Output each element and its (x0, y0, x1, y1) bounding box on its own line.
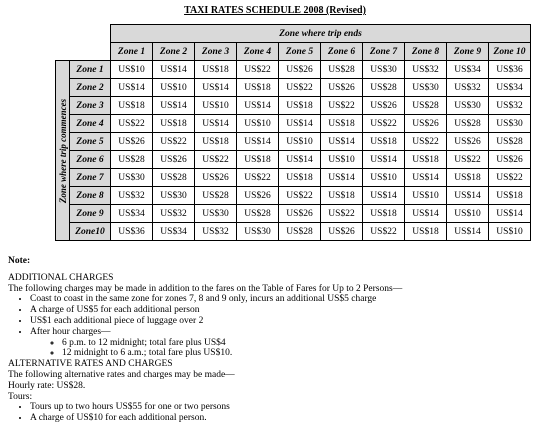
fare-cell: US$34 (489, 79, 531, 97)
row-header: Zone 6 (70, 151, 111, 169)
fare-cell: US$10 (111, 61, 153, 79)
fare-cell: US$22 (237, 61, 279, 79)
fare-cell: US$10 (321, 151, 363, 169)
fare-cell: US$10 (405, 187, 447, 205)
fare-cell: US$28 (447, 115, 489, 133)
fare-cell: US$30 (405, 79, 447, 97)
fare-cell: US$30 (195, 205, 237, 223)
fare-cell: US$22 (153, 133, 195, 151)
fare-cell: US$14 (363, 151, 405, 169)
fare-cell: US$14 (237, 133, 279, 151)
fare-cell: US$14 (279, 115, 321, 133)
fare-cell: US$26 (111, 133, 153, 151)
start-zone-header (56, 61, 70, 241)
fare-cell: US$14 (195, 79, 237, 97)
fare-cell: US$34 (447, 61, 489, 79)
table-row (56, 79, 531, 97)
fare-cell: US$18 (321, 187, 363, 205)
fare-cell: US$14 (363, 187, 405, 205)
start-zone-label: Zone where trip commences (57, 98, 68, 203)
fare-cell: US$14 (111, 79, 153, 97)
tours-label: Tours: (8, 391, 33, 402)
fare-cell: US$14 (447, 223, 489, 241)
fare-cell: US$26 (237, 187, 279, 205)
fare-cell: US$18 (405, 223, 447, 241)
fare-cell: US$14 (405, 169, 447, 187)
fare-cell: US$32 (405, 61, 447, 79)
fare-cell: US$14 (195, 115, 237, 133)
fare-cell: US$10 (237, 115, 279, 133)
fare-cell: US$22 (405, 133, 447, 151)
table-row (56, 205, 531, 223)
fare-cell: US$14 (321, 133, 363, 151)
column-header: Zone 5 (279, 43, 321, 61)
fare-cell: US$22 (279, 79, 321, 97)
fare-cell: US$28 (363, 79, 405, 97)
fare-cell: US$36 (489, 61, 531, 79)
fare-cell: US$28 (321, 61, 363, 79)
fare-cell: US$14 (405, 205, 447, 223)
fare-cell: US$28 (405, 97, 447, 115)
note-label: Note: (8, 256, 31, 266)
fare-cell: US$22 (447, 151, 489, 169)
fare-table (55, 24, 531, 241)
fare-cell: US$26 (279, 61, 321, 79)
table-corner (70, 25, 111, 43)
fare-cell: US$14 (279, 151, 321, 169)
fare-cell: US$30 (237, 223, 279, 241)
fare-cell: US$30 (363, 61, 405, 79)
column-header: Zone 2 (153, 43, 195, 61)
fare-cell: US$30 (153, 187, 195, 205)
fare-cell: US$10 (489, 223, 531, 241)
fare-cell: US$32 (153, 205, 195, 223)
fare-cell: US$32 (195, 223, 237, 241)
fare-cell: US$26 (363, 97, 405, 115)
table-corner (56, 43, 70, 61)
fare-cell: US$18 (195, 133, 237, 151)
fare-cell: US$22 (111, 115, 153, 133)
list-item: • US$1 each additional piece of luggage over 2 (30, 316, 548, 327)
fare-cell: US$26 (321, 79, 363, 97)
fare-cell: US$32 (447, 79, 489, 97)
fare-cell: US$14 (153, 61, 195, 79)
row-header: Zone 9 (70, 205, 111, 223)
fare-cell: US$28 (111, 151, 153, 169)
fare-cell: US$26 (279, 205, 321, 223)
tours-list (8, 402, 548, 424)
row-header: Zone 2 (70, 79, 111, 97)
fare-cell: US$26 (447, 133, 489, 151)
end-zone-header: Zone where trip ends (111, 25, 531, 43)
table-row (56, 97, 531, 115)
fare-cell: US$30 (447, 97, 489, 115)
fare-cell: US$28 (489, 133, 531, 151)
fare-cell: US$28 (237, 205, 279, 223)
fare-cell: US$18 (279, 169, 321, 187)
after-hour-list (30, 338, 548, 360)
alternative-rates-intro: The following alternative rates and charges may be made— (8, 369, 235, 380)
fare-cell: US$18 (153, 115, 195, 133)
fare-cell: US$18 (363, 133, 405, 151)
list-item (30, 327, 548, 359)
alternative-rates-heading: ALTERNATIVE RATES AND CHARGES (8, 359, 173, 370)
list-item: ◦ 6 p.m. to 12 midnight; total fare plus US$4 (62, 338, 548, 349)
fare-cell: US$10 (447, 205, 489, 223)
column-header: Zone 6 (321, 43, 363, 61)
fare-cell: US$10 (195, 97, 237, 115)
fare-cell: US$26 (153, 151, 195, 169)
additional-charges-list (8, 294, 548, 359)
table-row (56, 151, 531, 169)
table-row (56, 133, 531, 151)
fare-cell: US$14 (321, 169, 363, 187)
fare-cell: US$26 (489, 151, 531, 169)
fare-cell: US$18 (321, 115, 363, 133)
fare-cell: US$22 (279, 187, 321, 205)
fare-cell: US$18 (489, 187, 531, 205)
column-header: Zone 7 (363, 43, 405, 61)
table-row (56, 115, 531, 133)
fare-cell: US$28 (279, 223, 321, 241)
list-item: • A charge of US$5 for each additional person (30, 305, 548, 316)
fare-cell: US$14 (237, 97, 279, 115)
fare-cell: US$18 (195, 61, 237, 79)
fare-cell: US$26 (195, 169, 237, 187)
fare-cell: US$22 (195, 151, 237, 169)
document-title: TAXI RATES SCHEDULE 2008 (Revised) (184, 5, 366, 16)
fare-cell: US$36 (111, 223, 153, 241)
fare-cell: US$32 (489, 97, 531, 115)
row-header: Zone10 (70, 223, 111, 241)
table-row (56, 223, 531, 241)
table-row (56, 169, 531, 187)
fare-cell: US$18 (363, 205, 405, 223)
fare-cell: US$22 (363, 115, 405, 133)
fare-cell: US$22 (237, 169, 279, 187)
fare-cell: US$18 (279, 97, 321, 115)
additional-charges-heading: ADDITIONAL CHARGES (8, 272, 114, 283)
fare-cell: US$28 (195, 187, 237, 205)
table-corner (70, 43, 111, 61)
fare-cell: US$34 (111, 205, 153, 223)
row-header: Zone 7 (70, 169, 111, 187)
fare-cell: US$18 (237, 151, 279, 169)
table-corner (56, 25, 70, 43)
fare-cell: US$14 (489, 205, 531, 223)
fare-cell: US$30 (489, 115, 531, 133)
fare-cell: US$22 (363, 223, 405, 241)
row-header: Zone 5 (70, 133, 111, 151)
list-item: • Tours up to two hours US$55 for one or two persons (30, 402, 548, 413)
row-header: Zone 1 (70, 61, 111, 79)
table-row (56, 61, 531, 79)
column-header: Zone 3 (195, 43, 237, 61)
additional-charges-intro: The following charges may be made in addition to the fares on the Table of Fares for Up to 2 Persons— (8, 283, 403, 294)
row-header: Zone 3 (70, 97, 111, 115)
fare-cell: US$22 (489, 169, 531, 187)
table-row (56, 187, 531, 205)
column-header: Zone 8 (405, 43, 447, 61)
fare-cell: US$14 (153, 97, 195, 115)
fare-cell: US$30 (111, 169, 153, 187)
column-header: Zone 9 (447, 43, 489, 61)
fare-cell: US$10 (363, 169, 405, 187)
list-item: ◦ 12 midnight to 6 a.m.; total fare plus US$10. (62, 348, 548, 359)
fare-cell: US$14 (447, 187, 489, 205)
column-header: Zone 10 (489, 43, 531, 61)
fare-cell: US$18 (447, 169, 489, 187)
fare-cell: US$34 (153, 223, 195, 241)
fare-cell: US$28 (153, 169, 195, 187)
fare-cell: US$18 (237, 79, 279, 97)
fare-cell: US$10 (153, 79, 195, 97)
column-header: Zone 4 (237, 43, 279, 61)
fare-cell: US$18 (111, 97, 153, 115)
fare-cell: US$32 (111, 187, 153, 205)
row-header: Zone 8 (70, 187, 111, 205)
fare-cell: US$22 (321, 97, 363, 115)
fare-cell: US$10 (279, 133, 321, 151)
row-header: Zone 4 (70, 115, 111, 133)
fare-cell: US$22 (321, 205, 363, 223)
fare-cell: US$26 (405, 115, 447, 133)
after-hour-label: After hour charges— (30, 326, 111, 337)
fare-cell: US$18 (405, 151, 447, 169)
list-item: • A charge of US$10 for each additional person. (30, 413, 548, 424)
fare-cell: US$26 (321, 223, 363, 241)
column-header: Zone 1 (111, 43, 153, 61)
hourly-rate: Hourly rate: US$28. (8, 380, 86, 391)
notes-section (8, 256, 548, 424)
list-item: • Coast to coast in the same zone for zones 7, 8 and 9 only, incurs an additional US$5 charge (30, 294, 548, 305)
